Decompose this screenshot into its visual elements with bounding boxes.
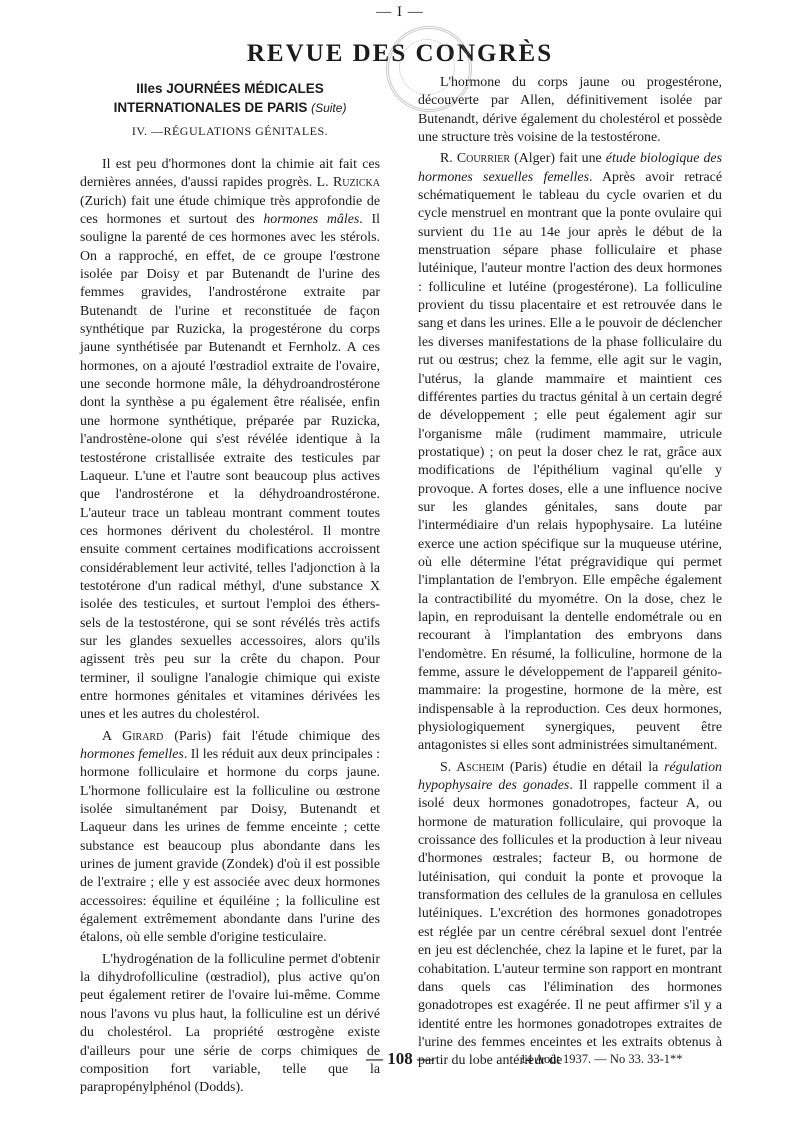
section-heading [80,79,380,118]
left-paragraph-2: A Girard (Paris) fait l'étude chimique des hormones femelles. Il les réduit aux deux principales : hormone folliculaire et hormone du corps jaune. L'hormone folliculaire est la folliculine ou œstrone isolée simultanément par Doisy, Butenandt et Laqueur dans les urines de femme enceinte ; cette substance est beaucoup plus abondante dans les urines de jument gravide (Zondek) d'où il est possible de l'extraire ; elle y est associée avec deux hormones accessoires: équiline et équiléine ; la folliculine est également extrêmement abondante dans l'urine des étalons, où elle semble d'origine testiculaire. [80,728,380,946]
right-paragraph-2: R. Courrier (Alger) fait une étude biologique des hormones sexuelles femelles. Après avoir retracé schématiquement le tableau du cycle ovarien et du cycle menstruel en montrant que la ponte ovulaire qui survient du 11e au 14e jour après le début de la menstruation sépare phase folliculaire et phase lutéinique, l'auteur montre l'action des deux hormones : folliculine et lutéine (progestérone). La folliculine provient du tissu placentaire et est retrouvée dans le sang et dans les urines. Elle a le pouvoir de déclencher les diverses manifestations de la phase folliculaire du rut ou œstrus; chez la femme, elle agit sur le vagin, l'utérus, la glande mammaire et maintient ces différentes parties du tractus génital à un certain degré de développement ; elle peut également agir sur l'organisme mâle (rudiment mammaire, utricule prostatique) ; on peut la doser chez le rat, grâce aux modifications de l'épithélium vaginal qu'elle y provoque. A fortes doses, elle a une influence nocive sur les glandes génitales, sans doute par l'intermédiaire d'un relais hypophysaire. La lutéine exerce une action spécifique sur la muqueuse utérine, où elle détermine l'état prégravidique qui permet l'implantation de l'embryon. Elle empêche également la contractibilité du myométre. On la dose, chez le lapin, en reproduisant la dentelle endométrale ou en recourant à l'implantation des embryons dans l'endomètre. En résumé, la folliculine, hormone de la femme, assure le développement de l'appareil génito-mammaire: la progestine, hormone de la mère, est indispensable à la reproduction. Ces deux hormones, physiologiquement synergiques, peuvent être antagonistes si elles sont administrées simultanément. [418,151,722,754]
page-title: REVUE DES CONGRÈS [246,40,554,67]
left-column [80,156,380,1098]
left-paragraph-1: Il est peu d'hormones dont la chimie ait fait ces dernières années, d'aussi rapides progrès. L. Ruzicka (Zurich) fait une étude chimique très approfondie de ces hormones et surtout des hormones mâles. Il souligne la parenté de ces hormones avec les stérols. On a rapproché, en effet, de ce groupe l'œstrone isolée par Doisy et par Butenandt de l'urine des femmes gravides, l'androstérone extraite par Butenandt de l'urine et reconstituée de façon synthétique par Ruzicka, la progestérone du corps jaune synthétisée par Butenandt et Fernholz. A ces hormones, on a ajouté l'œstradiol extraite de l'ovaire, une seconde hormone mâle, la déhydroandrostérone dont la synthèse a pu également être réalisée, enfin une hormone synthétique, préparée par Ruzicka, l'androstène-olone qui s'est révélée identique à la testostérone cristallisée extraite des testicules par Laqueur. L'une et l'autre sont beaucoup plus actives que l'androstérone et la déhydroandrostérone. L'auteur trace un tableau montrant comment toutes ces hormones dérivent du cholestérol. Il montre ensuite comment certaines modifications accroissent considérablement leur activité, telles l'adjonction à la testotérone d'un radical méthyl, d'une substance X isolée des testicules, et surtout l'emploi des éthers-sels de la testostérone, qui se sont révélés très actifs sur les glandes sexuelles accessoires, alors qu'ils agissent très peu sur la crête du chapon. Pour terminer, il souligne l'analogie chimique qui existe entre hormones génitales et vitamines dérivées les unes et les autres du cholestérol. [80,157,380,723]
author-name: S. Ascheim [440,759,505,775]
footer-issue-date: 14 Août 1937. — No 33. 33-1** [520,1052,683,1066]
author-name: A Girard [102,728,164,744]
right-paragraph-1: L'hormone du corps jaune ou progestérone, découverte par Allen, définitivement isolée par Butenandt, dérive également du cholestérol et possède une structure très voisine de la testostérone. [418,75,722,146]
right-column [418,74,722,1071]
section-heading-line2: INTERNATIONALES DE PARIS [113,100,308,115]
top-page-number: — I — [376,4,424,20]
author-name: L. Ruzicka [316,175,380,191]
footer-page-number: — 108 — [366,1049,434,1068]
author-name: R. Courrier [440,151,510,167]
right-paragraph-3: S. Ascheim (Paris) étudie en détail la régulation hypophysaire des gonades. Il rappelle comment il a isolé deux hormones gonadotropes, facteur A, ou hormone de maturation folliculaire, qui provoque la croissance des follicules et la production à leur niveau d'hormones œstrales; facteur B, ou hormone de lutéinisation, qui conduit la ponte et provoque la transformation des cellules de la granulosa en cellules lutéiniques. L'excrétion des hormones gonadotropes est réglée par un centre cérébral sexuel dont l'entrée en jeu est déclenchée, chez la lapine et le furet, par la cohabitation. L'auteur termine son rapport en montrant dans quels cas l'élimination des hormones gonadotropes est exagérée. Il ne peut affirmer s'il y a identité entre les hormones gonadotropes extraites de l'urine des femmes enceintes et les extraits obtenus à partir du lobe antérieur de [418,759,722,1069]
section-suite: (Suite) [311,101,347,115]
left-paragraph-3: L'hydrogénation de la folliculine permet d'obtenir la dihydrofolliculine (œstradiol), plus active qu'on peut également retirer de l'ovaire lui-même. Comme nous l'avons vu plus haut, la folliculine est un dérivé du cholestérol. La propriété œstrogène existe d'ailleurs pour une série de corps chimiques de composition fort variable, telle que la parapropénylphénol (Dodds). [80,951,380,1096]
section-heading-line1: IIIes JOURNÉES MÉDICALES [136,81,324,96]
section-subheading: IV. —RÉGULATIONS GÉNITALES. [131,124,329,138]
